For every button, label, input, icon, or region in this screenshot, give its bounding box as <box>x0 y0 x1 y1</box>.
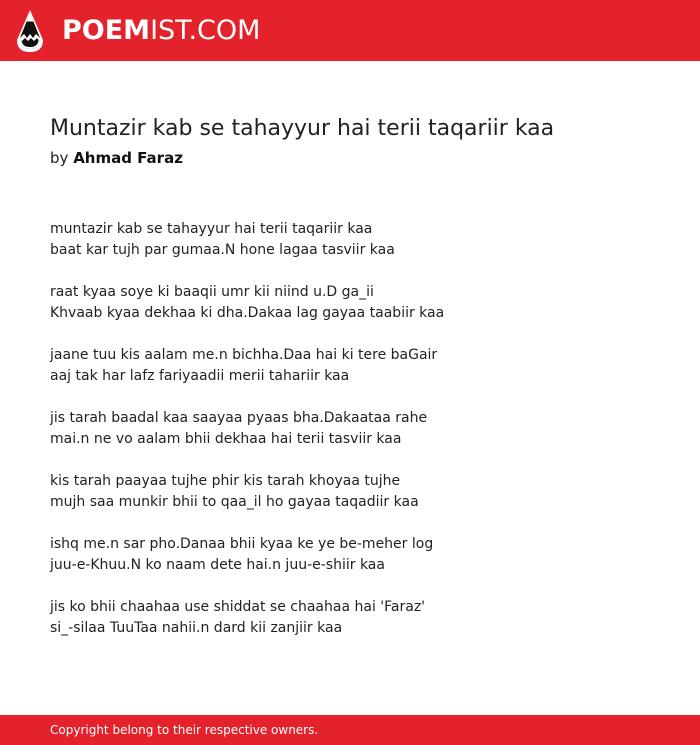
by-label: by <box>50 149 69 167</box>
stanza <box>50 471 670 513</box>
stanza <box>50 597 670 639</box>
poem-line: jis tarah baadal kaa saayaa pyaas bha.Dakaataa rahe <box>50 410 428 426</box>
site-logo-link[interactable] <box>16 10 260 52</box>
stanza <box>50 345 670 387</box>
byline <box>50 149 183 167</box>
poem-line: jis ko bhii chaahaa use shiddat se chaahaa hai 'Faraz' <box>50 599 426 615</box>
poem-line: baat kar tujh par gumaa.N hone lagaa tasviir kaa <box>50 242 395 258</box>
poem-line: Khvaab kyaa dekhaa ki dha.Dakaa lag gayaa taabiir kaa <box>50 305 445 321</box>
pencil-icon <box>16 10 44 52</box>
poem-title: Muntazir kab se tahayyur hai terii taqariir kaa <box>50 116 555 141</box>
site-header <box>0 0 700 61</box>
poem-line: raat kyaa soye ki baaqii umr kii niind u.D ga_ii <box>50 284 374 300</box>
stanza <box>50 534 670 576</box>
poem-line: jaane tuu kis aalam me.n bichha.Daa hai ki tere baGair <box>50 347 438 363</box>
poem-line: mujh saa munkir bhii to qaa_il ho gayaa taqadiir kaa <box>50 494 419 510</box>
logo-wordmark-thin: IST.COM <box>150 15 261 46</box>
poem-line: muntazir kab se tahayyur hai terii taqariir kaa <box>50 221 373 237</box>
poem-line: mai.n ne vo aalam bhii dekhaa hai terii tasviir kaa <box>50 431 402 447</box>
copyright-text: Copyright belong to their respective owners. <box>50 723 319 737</box>
stanza <box>50 219 670 261</box>
logo-wordmark-bold: POEM <box>62 15 151 46</box>
poem-body <box>50 219 670 660</box>
stanza <box>50 282 670 324</box>
poem-line: ishq me.n sar pho.Danaa bhii kyaa ke ye be-meher log <box>50 536 434 552</box>
site-footer <box>0 715 700 745</box>
poem-line: si_-silaa TuuTaa nahii.n dard kii zanjiir kaa <box>50 620 343 636</box>
poem-line: juu-e-Khuu.N ko naam dete hai.n juu-e-shiir kaa <box>50 557 385 573</box>
poem-line: aaj tak har lafz fariyaadii merii tahariir kaa <box>50 368 350 384</box>
logo-wordmark <box>62 10 260 52</box>
stanza <box>50 408 670 450</box>
poem-line: kis tarah paayaa tujhe phir kis tarah khoyaa tujhe <box>50 473 401 489</box>
author-link[interactable]: Ahmad Faraz <box>73 149 183 167</box>
